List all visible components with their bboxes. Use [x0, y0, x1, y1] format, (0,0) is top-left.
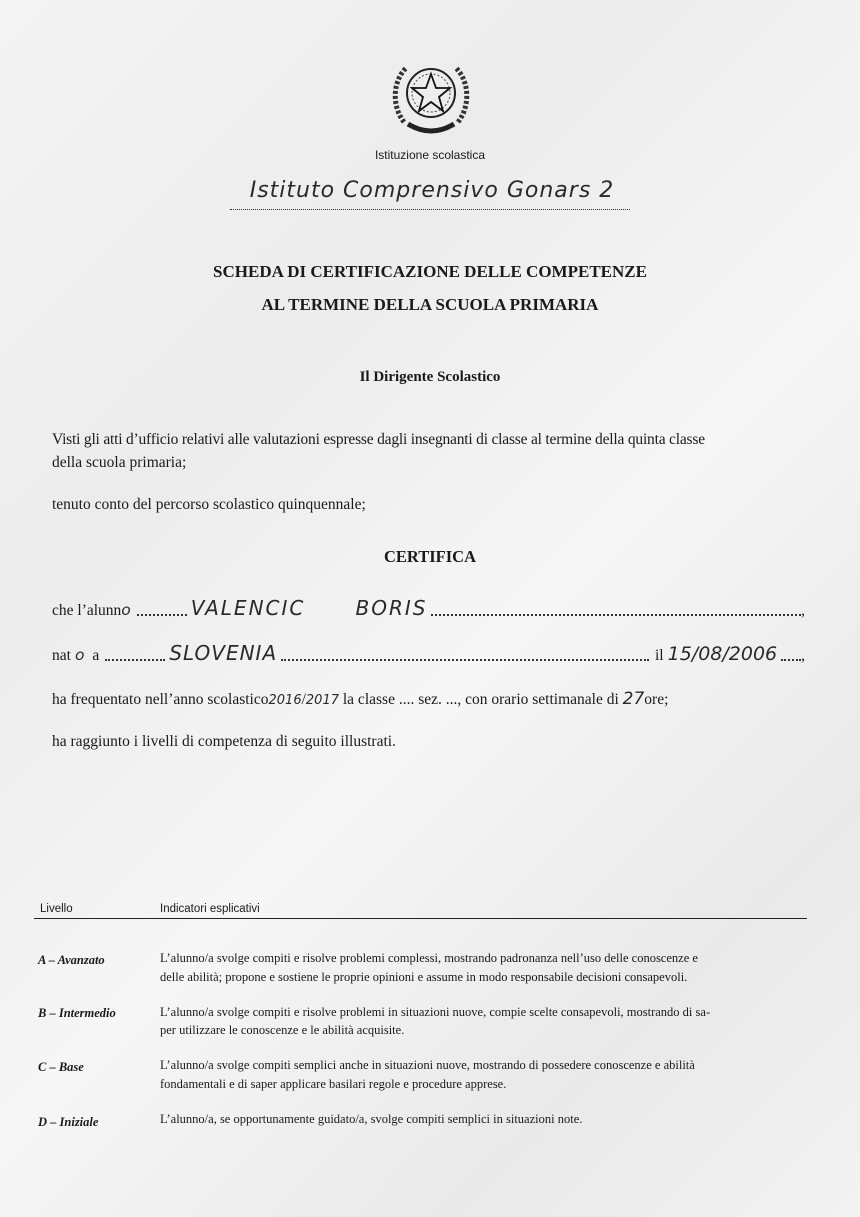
document-title-line2: AL TERMINE DELLA SCUOLA PRIMARIA [261, 295, 599, 314]
dotted-line [781, 659, 801, 661]
level-label-b: B – Intermedio [38, 1006, 116, 1020]
italian-republic-emblem [390, 52, 472, 142]
row-comma: , [801, 602, 805, 619]
frequentato-label: ha frequentato nell’anno scolastico [52, 691, 269, 708]
table-header-rule [34, 918, 807, 919]
nato-label: nat [52, 647, 71, 664]
level-b-line2: per utilizzare le conoscenze e le abilità acquisite. [160, 1023, 405, 1037]
institution-dotted-line [230, 209, 630, 210]
level-label-a: A – Avanzato [38, 953, 105, 967]
classe-text: la classe .... sez. ..., con orario settimanale di [342, 691, 619, 708]
frequentato-row [52, 689, 668, 709]
table-header-level: Livello [40, 903, 73, 915]
nato-suffix: o [74, 646, 85, 664]
certifica-heading: CERTIFICA [383, 547, 476, 566]
institution-label: Istituzione scolastica [374, 148, 486, 162]
ore-field: 27 [622, 689, 645, 709]
document-title-line1: SCHEDA DI CERTIFICAZIONE DELLE COMPETENZE [213, 262, 647, 281]
alunno-label: che l’alunn [52, 602, 122, 619]
tenuto-conto: tenuto conto del percorso scolastico quinquennale; [52, 496, 366, 513]
level-d-line1: L’alunno/a, se opportunamente guidato/a, svolge compiti semplici in situazioni note. [160, 1112, 583, 1126]
student-name-field: VALENCIC BORIS [190, 596, 428, 620]
ore-label: ore; [644, 691, 669, 708]
level-a-line2: delle abilità; propone e sostiene le proprie opinioni e assume in modo responsabile decisioni consapevoli. [160, 970, 688, 984]
nato-row [52, 641, 805, 665]
table-header-indicators: Indicatori esplicativi [160, 903, 260, 915]
dotted-line [137, 614, 187, 616]
visti-line1: Visti gli atti d’ufficio relativi alle valutazioni espresse dagli insegnanti di classe al termine della quinta classe [52, 431, 705, 448]
raggiunto-text: ha raggiunto i livelli di competenza di seguito illustrati. [52, 733, 396, 750]
alunno-suffix: o [121, 601, 131, 619]
level-b-line1: L’alunno/a svolge compiti e risolve problemi in situazioni nuove, compie scelte consapevoli, mostrando di sa- [160, 1005, 711, 1019]
level-label-c: C – Base [38, 1060, 84, 1074]
dirigente-heading: Il Dirigente Scolastico [359, 369, 501, 385]
anno-sep: / [301, 691, 306, 708]
dotted-line [105, 659, 165, 661]
level-c-line1: L’alunno/a svolge compiti semplici anche in situazioni nuove, mostrando di possedere conoscenze e abilità [160, 1058, 695, 1072]
alunno-row [52, 596, 805, 620]
visti-line2: della scuola primaria; [52, 454, 187, 471]
birthplace-field: SLOVENIA [169, 641, 278, 665]
level-label-d: D – Iniziale [38, 1115, 99, 1129]
level-c-line2: fondamentali e di saper applicare basilari regole e procedure apprese. [160, 1077, 507, 1091]
dotted-line [431, 614, 801, 616]
il-label: il [654, 647, 664, 664]
institution-name-handwritten: Istituto Comprensivo Gonars 2 [249, 178, 615, 203]
nato-a: a [92, 647, 100, 664]
row-comma: , [801, 647, 805, 664]
level-a-line1: L’alunno/a svolge compiti e risolve problemi complessi, mostrando padronanza nell’uso delle conoscenze e [160, 951, 698, 965]
anno-start-field: 2016 [268, 693, 302, 708]
anno-end-field: 2017 [305, 693, 339, 708]
dotted-line [281, 659, 649, 661]
emblem-star-icon [390, 52, 472, 142]
birthdate-field: 15/08/2006 [667, 643, 778, 665]
